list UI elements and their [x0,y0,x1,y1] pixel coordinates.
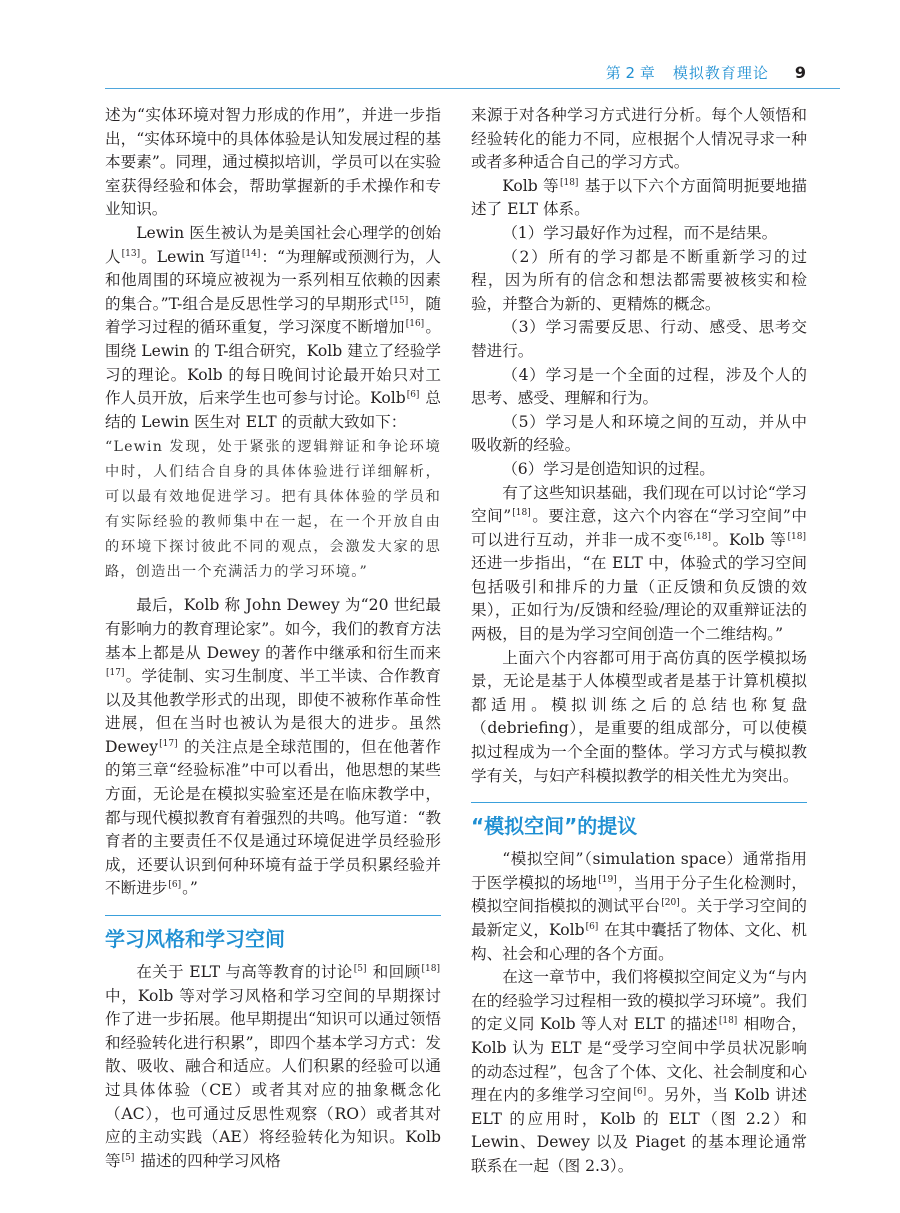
text-run: 描述的四种学习风格 [135,1151,281,1170]
citation-superscript: [5] [121,1152,135,1163]
citation-superscript: [17] [159,738,178,749]
citation-superscript: [20] [661,898,680,909]
text-run: 。学徒制、实习生制度、半工半读、合作教育以及其他教学形式的出现，即使不被称作革命性进展，但在当时也被认为是很大的进步。虽然 Dewey [105,667,441,756]
citation-superscript: [15] [389,295,409,306]
text-run: 。Kolb 等 [711,530,787,549]
text-run: 的关注点是全球范围的，但在他著作的第三章“经验标准”中可以看出，他思想的某些方面，无论是在模拟实验室还是在临床教学中，都与现代模拟教育有着强烈的共鸣。他写道：“教育者的主要责任不仅是通过环境促进学员经验形成，还要认识到何种环境有益于学员积累经验并不断进步 [105,737,441,898]
paragraph-definition [471,966,807,1178]
section-heading: 学习风格和学习空间 [105,927,285,952]
paragraph-elt-intro [471,175,807,222]
text-run: 有了这些知识基础，我们现在可以讨论“学习空间” [471,483,807,526]
text-run: 。围绕 Lewin 的 T-组合研究，Kolb 建立了经验学习的理论。Kolb 的每日晚间讨论最开始只对工作人员开放，后来学生也可参与讨论。Kolb [105,318,441,408]
list-item: （3）学习需要反思、行动、感受、思考交替进行。 [471,318,807,360]
citation-superscript: [18] [512,508,531,519]
text-run: 。另外，当 Kolb 讲述 ELT 的应用时，Kolb 的 ELT（图 2.2）和 Lewin、Dewey 以及 Piaget 的基本理论通常联系在一起（图 2.3）。 [471,1086,807,1175]
paragraph-learning-space [471,482,807,647]
list-item: （1）学习最好作为过程，而不是结果。 [502,223,778,242]
text-run: “模拟空间”（simulation space）通常指用于医学模拟的场地 [471,850,807,892]
header-rule [105,88,840,89]
text-run: ，当用于分子生化检测时，模拟空间指模拟的测试平台 [471,873,807,916]
text-run: 在其中囊括了物体、文化、机构、社会和心理的各个方面。 [471,921,807,963]
text-run: 。关于学习空间的最新定义，Kolb [471,897,807,939]
paragraph-lewin [105,222,441,434]
section-heading-block [471,802,807,840]
list-item: （2）所有的学习都是不断重新学习的过程，因为所有的信念和想法都需要被核实和检验，并整合为新的、更精炼的概念。 [471,247,807,313]
citation-superscript: [18] [718,1016,738,1027]
list-item: （5）学习是人和环境之间的互动，并从中吸收新的经验。 [471,412,807,455]
text-run: 在关于 ELT 与高等教育的讨论 [136,963,353,982]
right-column [471,104,807,1179]
text-run: Kolb 等 [502,176,559,195]
citation-superscript: [5] [353,964,367,975]
citation-superscript: [6] [585,922,599,932]
chapter-title: 模拟教育理论 [672,63,769,82]
text-run: 和回顾 [367,963,421,982]
citation-superscript: [17] [106,668,125,679]
chapter-number: 第 2 章 [605,63,655,82]
page-number: 9 [794,62,806,82]
running-header [606,60,806,84]
paragraph-learning-styles [105,961,441,1173]
text-run: 。” [182,879,198,898]
citation-superscript: [16] [405,319,425,330]
citation-superscript: [19] [598,874,617,885]
paragraph-simulation-space [471,848,807,966]
paragraph-continuation: 述为“实体环境对智力形成的作用”，并进一步指出，“实体环境中的具体体验是认知发展过程的基本要素”。同理，通过模拟培训，学员可以在实验室获得经验和体会，帮助掌握新的手术操作和专业知识。 [105,106,441,219]
text-run: ，随着学习过程的循环重复，学习深度不断增加 [105,294,441,337]
section-heading: “模拟空间”的提议 [471,814,638,839]
text-run: ：“为理解或预测行为，人和他周围的环境应被视为一系列相互依赖的因素的集合。”T-组合是反思性学习的早期形式 [105,247,441,313]
citation-superscript: [18] [787,531,806,542]
text-run: 基于以下六个方面简明扼要地描述了 ELT 体系。 [471,176,807,219]
text-run: 总结的 Lewin 医生对 ELT 的贡献大致如下： [105,389,441,431]
section-heading-block [105,915,441,953]
citation-superscript: [14] [241,248,261,259]
text-run: 。要注意，这六个内容在“学习空间”中可以进行互动，并非一成不变 [471,507,807,549]
citation-superscript: [6] [633,1087,647,1098]
text-run: 最后，Kolb 称 John Dewey 为“20 世纪最有影响力的教育理论家”。如今，我们的教育方法基本上都是从 Dewey 的著作中继承和衍生而来 [105,596,441,662]
citation-superscript: [18] [421,964,440,975]
citation-superscript: [6,18] [683,531,711,542]
citation-superscript: [6] [168,880,182,891]
citation-superscript: [6] [406,390,420,401]
paragraph-continuation: 来源于对各种学习方式进行分析。每个人领悟和经验转化的能力不同，应根据个人情况寻求一种或者多种适合自己的学习方式。 [471,106,807,172]
citation-superscript: [13] [121,248,141,259]
text-run: 中，Kolb 等对学习风格和学习空间的早期探讨作了进一步拓展。他早期提出“知识可以通过领悟和经验转化进行积累”，即四个基本学习方式：发散、吸收、融合和适应。人们积累的经验可以通过具体体验（CE）或者其对应的抽象概念化（AC），也可通过反思性观察（RO）或者其对应的主动实践（AE）将经验转化为知识。Kolb 等 [105,986,441,1170]
paragraph-simulation-application: 上面六个内容都可用于高仿真的医学模拟场景，无论是基于人体模型或者是基于计算机模拟都适用。模拟训练之后的总结也称复盘（debriefing），是重要的组成部分，可以使模拟过程成为一个全面的整体。学习方式与模拟教学有关，与妇产科模拟教学的相关性尤为突出。 [471,648,807,785]
text-run: 还进一步指出，“在 ELT 中，体验式的学习空间包括吸引和排斥的力量（正反馈和负反馈的效果），正如行为/反馈和经验/理论的双重辩证法的两极，目的是为学习空间创造一个二维结构。” [471,554,807,644]
left-column [105,104,441,1173]
paragraph-dewey [105,594,441,901]
block-quote: “Lewin 发现，处于紧张的逻辑辩证和争论环境中时，人们结合自身的具体体验进行详细解析，可以最有效地促进学习。把有具体体验的学员和有实际经验的教师集中在一起，在一个开放自由的环境下探讨彼此不同的观点，会激发大家的思路，创造出一个充满活力的学习环境。” [105,439,441,581]
citation-superscript: [18] [559,177,579,188]
list-item: （4）学习是一个全面的过程，涉及个人的思考、感受、理解和行为。 [471,365,807,408]
list-item: （6）学习是创造知识的过程。 [502,459,715,478]
text-run: 在这一章节中，我们将模拟空间定义为“与内在的经验学习过程相一致的模拟学习环境”。我们的定义同 Kolb 等人对 ELT 的描述 [471,968,807,1034]
text-run: 相吻合，Kolb 认为 ELT 是“受学习空间中学员状况影响的动态过程”，包含了个体、文化、社会制度和心理在内的多维学习空间 [471,1015,807,1105]
text-run: Lewin 医生被认为是美国社会心理学的创始人 [105,223,441,266]
text-run: 。Lewin 写道 [141,247,241,266]
